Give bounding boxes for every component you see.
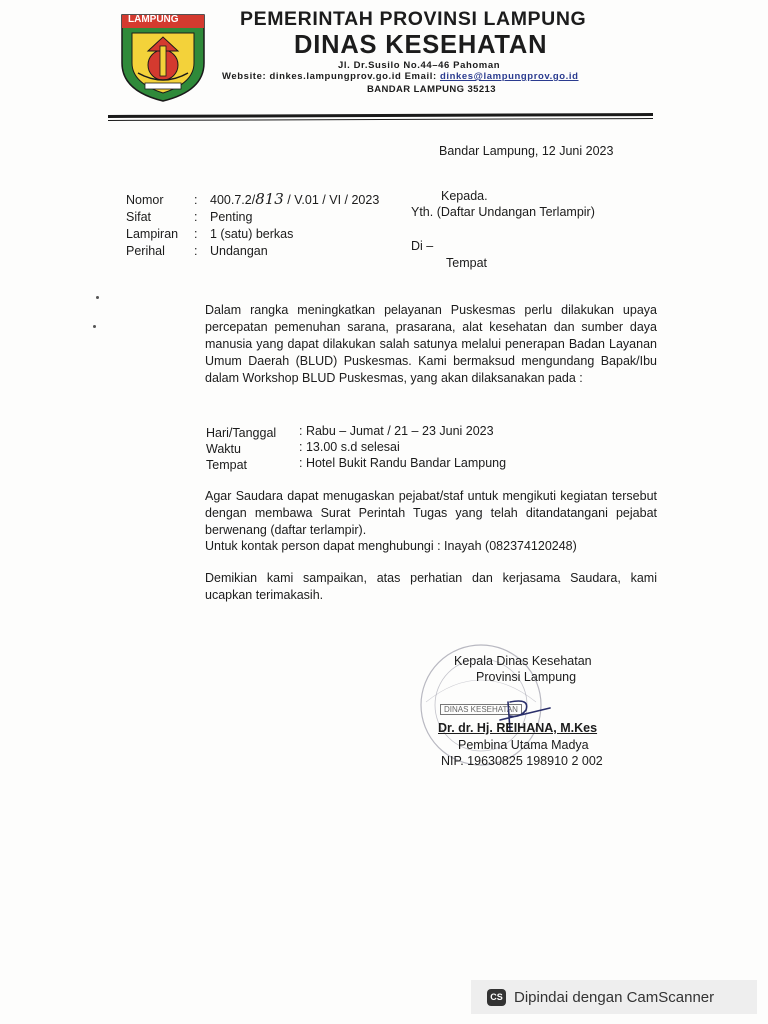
field-value-lampiran: 1 (satu) berkas [210,227,294,241]
signatory-name: Dr. dr. Hj. REIHANA, M.Kes [438,721,598,735]
place-date: Bandar Lampung, 12 Juni 2023 [439,144,614,158]
field-label-lampiran: Lampiran [126,227,179,241]
field-colon: : [194,227,198,241]
government-name: PEMERINTAH PROVINSI LAMPUNG [240,8,587,30]
signature-title-1: Kepala Dinas Kesehatan [454,654,592,668]
recipient-kepada: Kepada. [441,189,488,203]
website-email-line [222,71,579,82]
scan-speck [96,296,99,299]
recipient-di: Di – [411,239,434,253]
logo-text: LAMPUNG [128,14,179,25]
paragraph-intro: Dalam rangka meningkatkan pelayanan Puskesmas perlu dilakukan upaya percepatan pemenuhan sarana, prasarana, alat kesehatan dan sumber daya manusia yang dapat dilakukan salah satunya melalui penerapan Badan Layanan Umum Daerah (BLUD) Puskesmas. Kami bermaksud mengundang Bapak/Ibu dalam Workshop BLUD Puskesmas, yang akan dilaksanakan pada : [205,303,657,385]
email-link[interactable]: dinkes@lampungprov.go.id [439,71,579,82]
event-label-date: Hari/Tanggal [206,426,277,440]
event-value-time: : 13.00 s.d selesai [299,440,400,454]
camscanner-icon: CS [487,989,506,1006]
event-label-place: Tempat [206,458,247,472]
event-label-time: Waktu [206,442,241,456]
stamp-label: DINAS KESEHATAN [440,704,522,715]
signatory-nip: NIP. 19630825 198910 2 002 [441,754,603,768]
scan-speck [93,325,96,328]
paragraph-closing: Demikian kami sampaikan, atas perhatian dan kerjasama Saudara, kami ucapkan terimakasih. [205,571,657,602]
recipient-tempat: Tempat [446,256,487,270]
field-value-sifat: Penting [210,210,253,224]
field-label-sifat: Sifat [126,210,152,224]
header-rule-thin [108,118,653,121]
department-name: DINAS KESEHATAN [294,31,548,59]
recipient-yth: Yth. (Daftar Undangan Terlampir) [411,205,595,219]
header-rule-thick [108,113,653,118]
event-value-place: : Hotel Bukit Randu Bandar Lampung [299,456,507,470]
field-colon: : [194,244,198,258]
address-line: Jl. Dr.Susilo No.44–46 Pahoman [338,60,501,71]
lampung-emblem-logo [120,13,206,103]
field-colon: : [194,193,198,207]
field-value-nomor: 400.7.2/813 / V.01 / VI / 2023 [210,190,380,208]
paragraph-assignment: Agar Saudara dapat menugaskan pejabat/staf untuk mengikuti kegiatan tersebut dengan membawa Surat Perintah Tugas yang telah ditandatangani pejabat berwenang (daftar terlampir). [205,489,657,537]
field-label-nomor: Nomor [126,193,164,207]
contact-line: Untuk kontak person dapat menghubungi : Inayah (082374120248) [205,539,577,553]
signatory-rank: Pembina Utama Madya [458,738,589,752]
handwritten-number: 813 [255,190,284,208]
event-value-date: : Rabu – Jumat / 21 – 23 Juni 2023 [299,424,494,438]
camscanner-watermark [471,980,757,1014]
camscanner-text: Dipindai dengan CamScanner [514,988,715,1006]
field-value-perihal: Undangan [210,244,268,258]
city-line: BANDAR LAMPUNG 35213 [367,84,496,95]
field-colon: : [194,210,198,224]
website-text: Website: dinkes.lampungprov.go.id Email: [222,71,440,82]
signature-title-2: Provinsi Lampung [476,670,577,684]
field-label-perihal: Perihal [126,244,165,258]
